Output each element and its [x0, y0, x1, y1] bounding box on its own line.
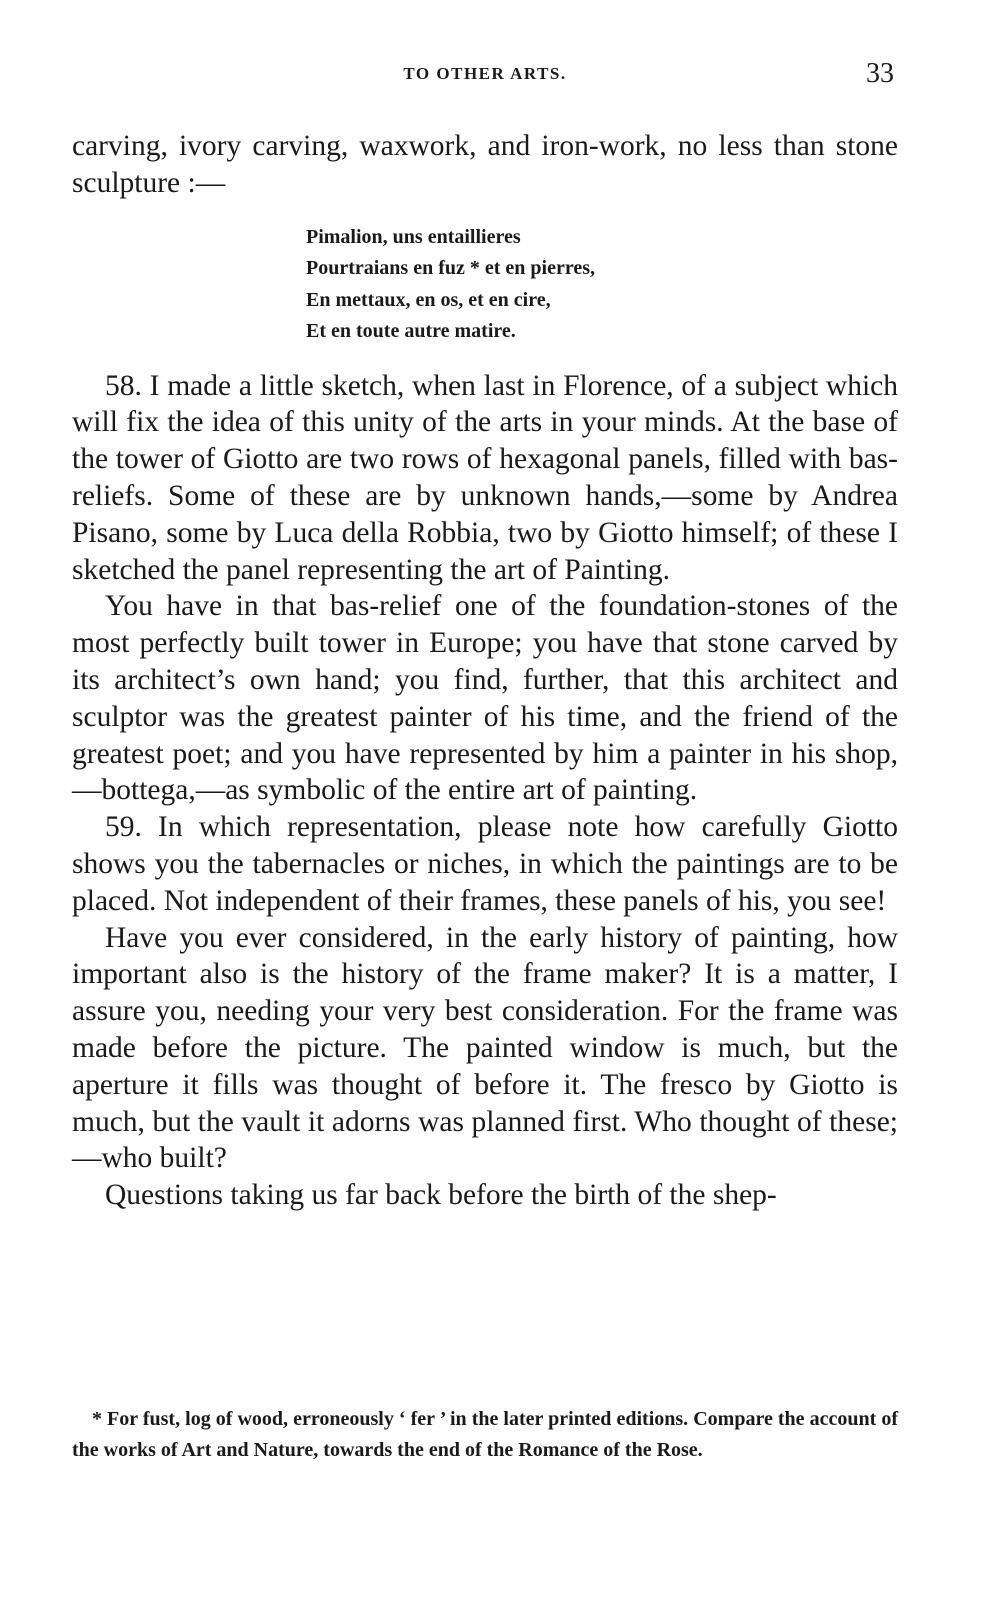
page-header — [72, 58, 898, 98]
verse-line: Pimalion, uns entaillieres — [306, 225, 521, 248]
running-head: TO OTHER ARTS. — [403, 64, 567, 83]
verse-line: Pourtraians en fuz * et en pierres, — [306, 257, 596, 280]
paragraph-59: 59. In which representation, please note how carefully Giotto shows you the tabernacles or niches, in which the paintings are to be placed. Not independent of their frames, these panels of his, you see! — [72, 811, 898, 917]
verse-quotation — [306, 222, 898, 348]
paragraph: Have you ever considered, in the early history of painting, how important also is the history of the frame maker? It is a matter, I assure you, needing your very best consideration. For the frame was made before the picture. The painted window is much, but the aperture it fills was thought of before it. The fresco by Giotto is much, but the vault it adorns was planned first. Who thought of these;—who built? — [72, 921, 898, 1175]
footnote-text: * For fust, log of wood, erroneously ‘ fer ’ in the later printed editions. Compare the account of the works of Art and Nature, towards the end of the Romance of the Rose. — [72, 1408, 898, 1461]
verse-line: En mettaux, en os, et en cire, — [306, 288, 551, 311]
verse-line: Et en toute autre matire. — [306, 320, 516, 343]
paragraph: Questions taking us far back before the birth of the shep- — [105, 1179, 777, 1212]
page-number: 33 — [866, 58, 894, 89]
paragraph-58: 58. I made a little sketch, when last in Florence, of a subject which will fix the idea of this unity of the arts in your minds. At the base of the tower of Giotto are two rows of hexagonal panels, filled with bas-reliefs. Some of these are by unknown hands,—some by Andrea Pisano, some by Luca della Robbia, two by Giotto himself; of these I sketched the panel representing the art of Painting. — [72, 369, 898, 586]
paragraph: You have in that bas-relief one of the foundation-stones of the most perfectly built tower in Europe; you have that stone carved by its architect’s own hand; you find, further, that this architect and sculptor was the greatest painter of his time, and the friend of the greatest poet; and you have represented by him a painter in his shop,—bottega,—as symbolic of the entire art of painting. — [72, 590, 898, 807]
intro-paragraph: carving, ivory carving, waxwork, and iron-work, no less than stone sculpture :— — [72, 130, 898, 199]
footnote — [72, 1404, 898, 1465]
body-text — [72, 128, 898, 1214]
